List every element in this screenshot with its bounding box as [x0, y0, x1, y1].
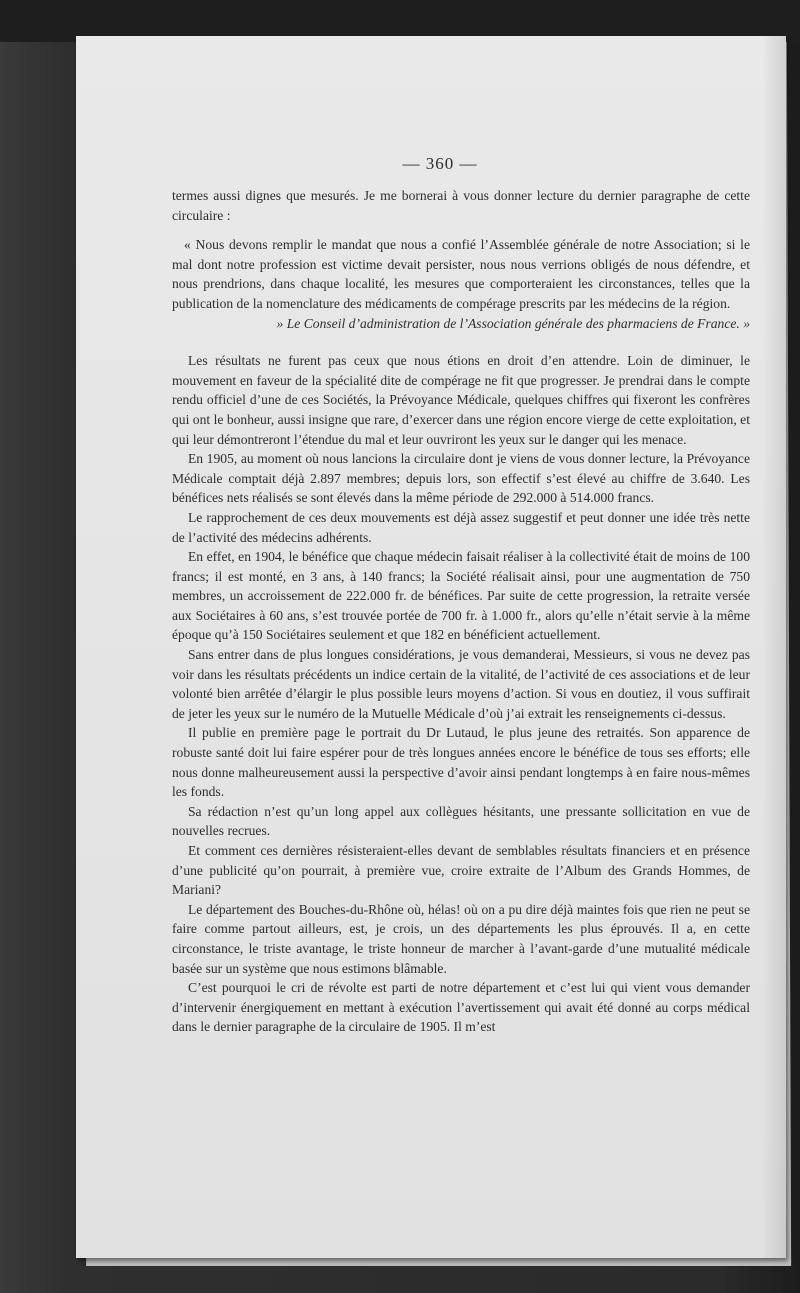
paragraph: Il publie en première page le portrait du Dr Lutaud, le plus jeune des retraités. Son apparence de robuste santé doit lui faire espérer pour de très longues années encore le bénéfice de tous ses efforts; elle nous donne malheureusement aussi la perspective d’avoir ainsi pendant longtemps à en faire nous-mêmes les fonds. [172, 725, 750, 800]
paragraph-intro: termes aussi dignes que mesurés. Je me bornerai à vous donner lecture du dernier paragraphe de cette circulaire : [172, 188, 750, 223]
book-page [76, 36, 786, 1258]
paragraph: Les résultats ne furent pas ceux que nous étions en droit d’en attendre. Loin de diminuer, le mouvement en faveur de la spécialité dite de compérage ne fit que progresser. Je prendrai dans le compte rendu officiel d’une de ces Sociétés, la Prévoyance Médicale, quelques chiffres qui fixeront les confrères qui ont le bonheur, aussi insigne que rare, d’exercer dans une région encore vierge de cette exploitation, et qui leur démontreront l’étendue du mal et leur ouvriront les yeux sur le danger qui les menace. [172, 353, 750, 447]
paragraph: En effet, en 1904, le bénéfice que chaque médecin faisait réaliser à la collectivité était de moins de 100 francs; il est monté, en 3 ans, à 140 francs; la Société réalisait ainsi, pour une augmentation de 750 membres, un accroissement de 222.000 fr. de bénéfices. Par suite de cette progression, la retraite versée aux Sociétaires à 60 ans, s’est trouvée portée de 700 fr. à 1.000 fr., alors qu’elle n’était servie à la même époque qu’à 150 Sociétaires seulement et que 182 en bénéficient actuellement. [172, 549, 750, 643]
paragraph: Sa rédaction n’est qu’un long appel aux collègues hésitants, une pressante sollicitation en vue de nouvelles recrues. [172, 803, 750, 839]
page-number: — 360 — [402, 154, 478, 173]
paragraph: Le rapprochement de ces deux mouvements est déjà assez suggestif et peut donner une idée très nette de l’activité des médecins adhérents. [172, 509, 750, 545]
paragraph: En 1905, au moment où nous lancions la circulaire dont je viens de vous donner lecture, la Prévoyance Médicale comptait déjà 2.897 membres; depuis lors, son effectif s’est élevé au chiffre de 3.640. Les bénéfices nets réalisés se sont élevés dans la même période de 292.000 à 514.000 francs. [172, 451, 750, 506]
paragraph: Le département des Bouches-du-Rhône où, hélas! où on a pu dire déjà maintes fois que rien ne peut se faire comme partout ailleurs, est, je crois, un des départements les plus éprouvés. Il a, en cette circonstance, le triste avantage, le triste honneur de marcher à l’avant-garde d’une mutualité médicale basée sur un système que nous estimons blâmable. [172, 901, 750, 976]
page-edge-shadow [762, 36, 786, 1258]
paragraph: C’est pourquoi le cri de révolte est parti de notre département et c’est lui qui vient vous demander d’intervenir énergiquement en mettant à exécution l’avertissement qui avait été donné au corps médical dans le dernier paragraphe de la circulaire de 1905. Il m’est [172, 980, 750, 1035]
page-body [172, 186, 750, 1037]
quote-signature: » Le Conseil d’administration de l’Association générale des pharmaciens de France. » [276, 315, 750, 331]
paragraph: Et comment ces dernières résisteraient-elles devant de semblables résultats financiers et en présence d’une publicité qu’on pourrait, à première vue, croire extraite de l’Album des Grands Hommes, de Mariani? [172, 843, 750, 898]
paragraph: Sans entrer dans de plus longues considérations, je vous demanderai, Messieurs, si vous ne devez pas voir dans les résultats précédents un indice certain de la vitalité, de l’activité de ces associations et de leur volonté bien arrêtée d’élargir le plus possible leurs moyens d’action. Si vous en doutiez, il vous suffirait de jeter les yeux sur le numéro de la Mutuelle Médicale d’où j’ai extrait les renseignements ci-dessus. [172, 647, 750, 721]
paragraph-quote: « Nous devons remplir le mandat que nous a confié l’Assemblée générale de notre Association; si le mal dont notre profession est victime devait persister, nous nous verrions obligés de nous défendre, et nous prendrions, dans chaque localité, les mesures que comporteraient les circonstances, telles que la publication de la nomenclature des médicaments de compérage prescrits par les médecins de la région. [172, 237, 750, 311]
